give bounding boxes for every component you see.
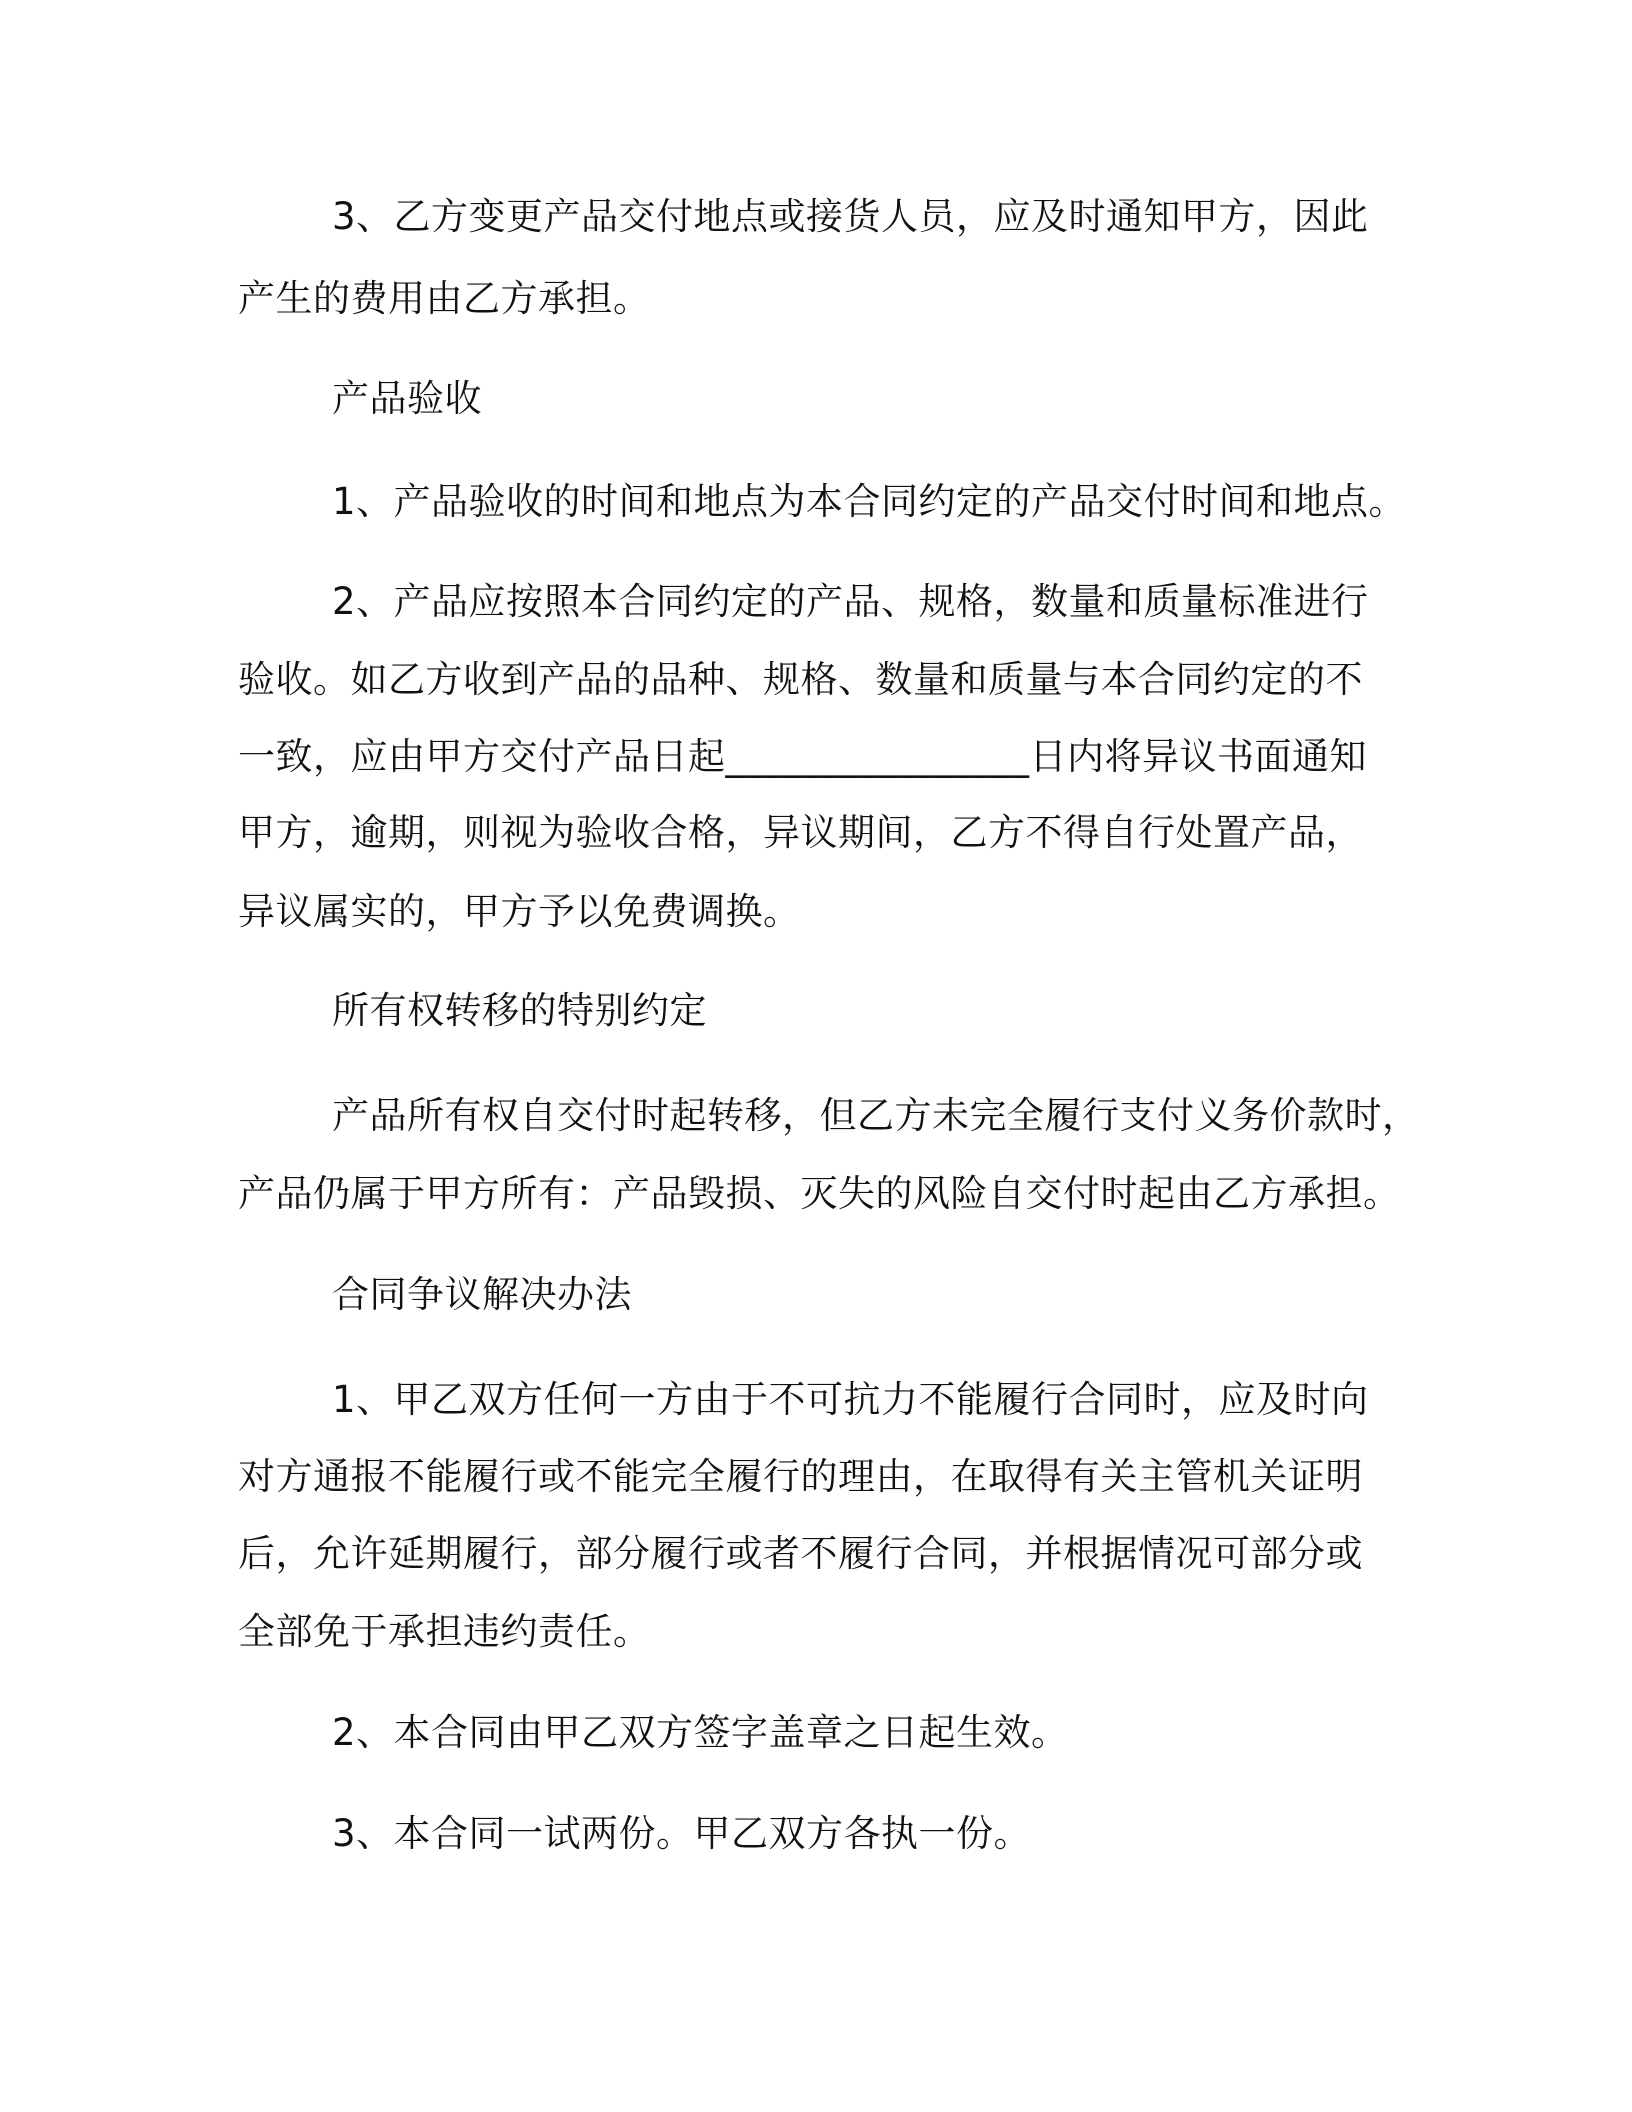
ownership-clause-line-2: 产品仍属于甲方所有：产品毁损、灭失的风险自交付时起由乙方承担。: [238, 1172, 1401, 1215]
dispute-clause-1-line-3: 后，允许延期履行，部分履行或者不履行合同，并根据情况可部分或: [238, 1532, 1363, 1575]
dispute-clause-3: 3、本合同一试两份。甲乙双方各执一份。: [332, 1812, 1032, 1855]
section-heading-ownership-transfer: 所有权转移的特别约定: [332, 989, 707, 1032]
acceptance-clause-2-line-2: 验收。如乙方收到产品的品种、规格、数量和质量与本合同约定的不: [238, 658, 1363, 701]
acceptance-clause-2-line-1: 2、产品应按照本合同约定的产品、规格，数量和质量标准进行: [332, 580, 1369, 623]
ownership-clause-line-1: 产品所有权自交付时起转移，但乙方未完全履行支付义务价款时，: [332, 1094, 1420, 1137]
acceptance-clause-2-line-4: 甲方，逾期，则视为验收合格，异议期间，乙方不得自行处置产品，: [238, 811, 1363, 854]
acceptance-clause-2-line-5: 异议属实的，甲方予以免费调换。: [238, 890, 801, 933]
acceptance-clause-2-line-3: 一致，应由甲方交付产品日起________________日内将异议书面通知: [238, 735, 1367, 778]
dispute-clause-1-line-4: 全部免于承担违约责任。: [238, 1610, 651, 1653]
acceptance-clause-1: 1、产品验收的时间和地点为本合同约定的产品交付时间和地点。: [332, 480, 1407, 523]
dispute-clause-1-line-1: 1、甲乙双方任何一方由于不可抗力不能履行合同时，应及时向: [332, 1378, 1369, 1421]
dispute-clause-2: 2、本合同由甲乙双方签字盖章之日起生效。: [332, 1711, 1069, 1754]
section-heading-product-acceptance: 产品验收: [332, 377, 482, 420]
clause-3-delivery-change-line-2: 产生的费用由乙方承担。: [238, 277, 651, 320]
clause-3-delivery-change-line-1: 3、乙方变更产品交付地点或接货人员，应及时通知甲方，因此: [332, 195, 1369, 238]
dispute-clause-1-line-2: 对方通报不能履行或不能完全履行的理由，在取得有关主管机关证明: [238, 1455, 1363, 1498]
section-heading-dispute-resolution: 合同争议解决办法: [332, 1273, 632, 1316]
